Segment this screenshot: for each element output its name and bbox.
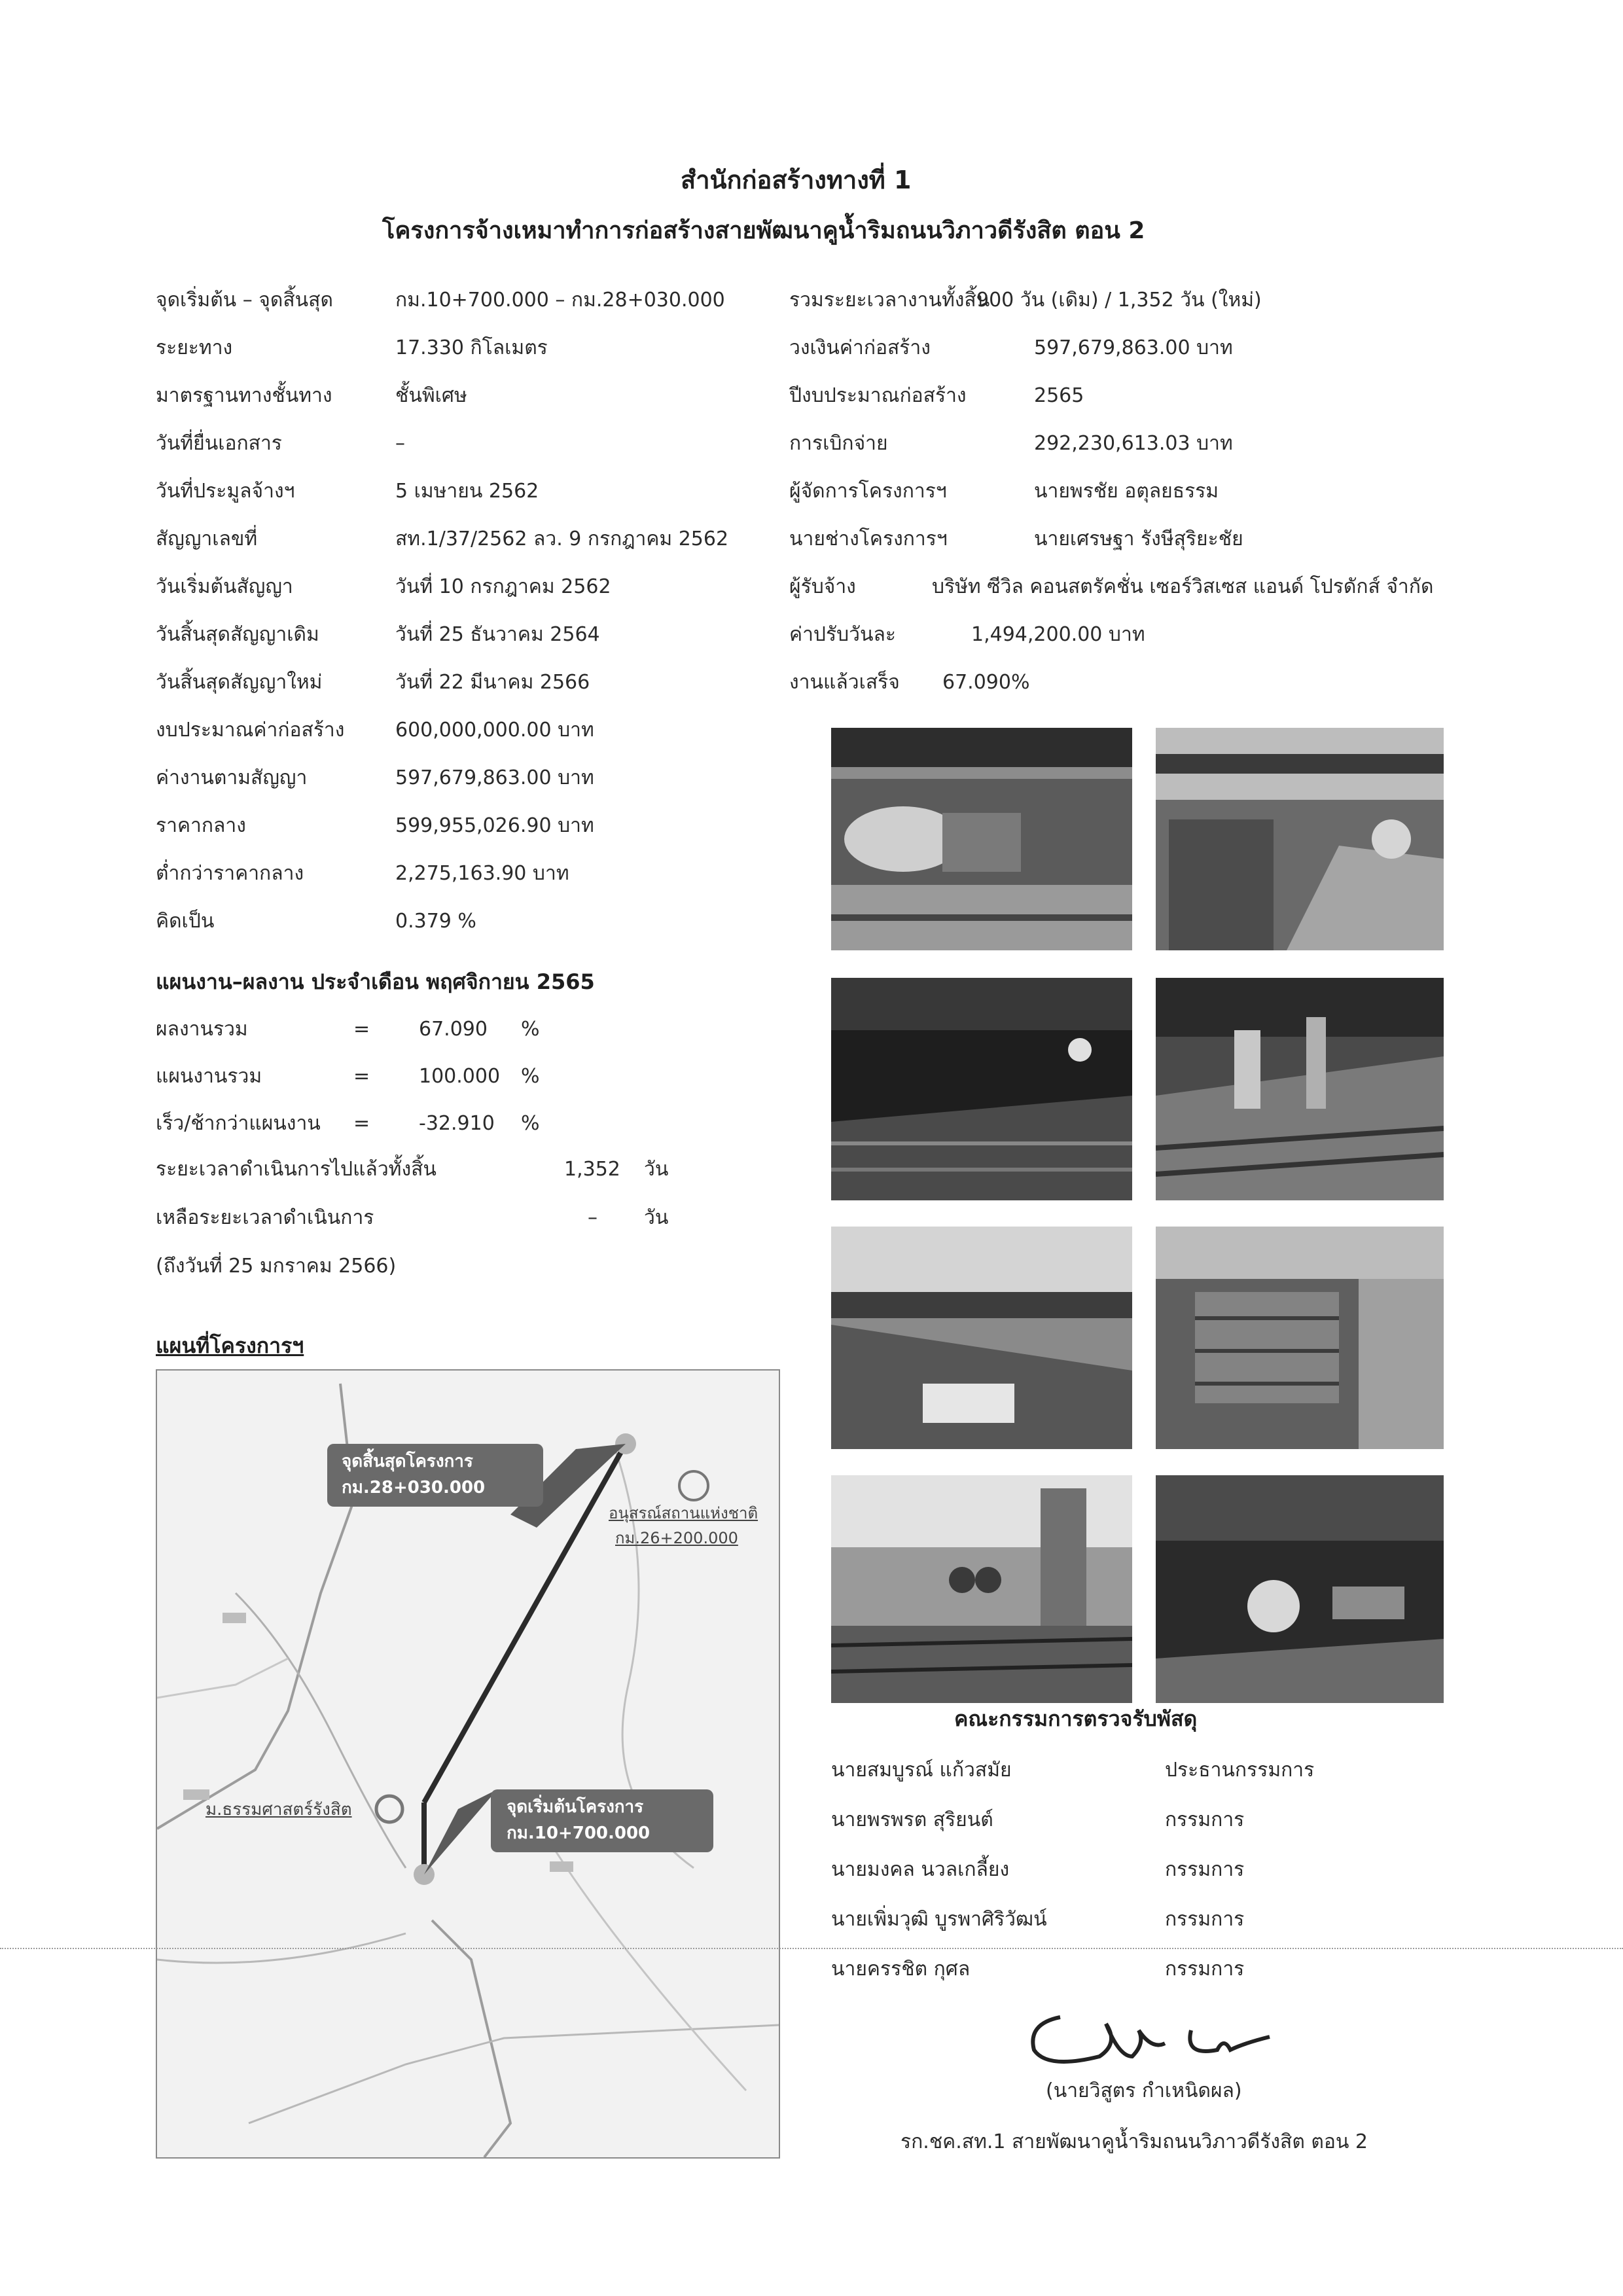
committee-member-name: นายสมบูรณ์ แก้วสมัย [831, 1759, 1012, 1782]
right-info-label: วงเงินค่าก่อสร้าง [789, 336, 931, 359]
remaining-value: – [588, 1206, 597, 1229]
project-title: โครงการจ้างเหมาทำการก่อสร้างสายพัฒนาคูน้ำริมถนนวิภาวดีรังสิต ตอน 2 [382, 217, 1145, 244]
left-info-value: 5 เมษายน 2562 [395, 480, 539, 503]
committee-member-name: นายมงคล นวลเกลี้ยง [831, 1858, 1010, 1881]
left-info-value: 600,000,000.00 บาท [395, 719, 594, 742]
elapsed-label: ระยะเวลาดำเนินการไปแล้วทั้งสิ้น [156, 1158, 437, 1181]
left-info-label: วันสิ้นสุดสัญญาเดิม [156, 623, 319, 646]
committee-member-name: นายพรพรต สุริยนต์ [831, 1808, 993, 1831]
committee-member-name: นายครรชิต กุศล [831, 1958, 971, 1981]
committee-member-name: นายเพิ่มวุฒิ บูรพาศิริวัฒน์ [831, 1908, 1047, 1931]
plan-row-unit: % [521, 1112, 540, 1135]
plan-row-value: -32.910 [419, 1112, 495, 1135]
construction-photo-2 [1156, 728, 1444, 950]
left-info-label: คิดเป็น [156, 910, 215, 933]
committee-member-role: กรรมการ [1165, 1808, 1245, 1831]
left-info-value: สท.1/37/2562 ลว. 9 กรกฎาคม 2562 [395, 528, 729, 550]
committee-heading: คณะกรรมการตรวจรับพัสดุ [954, 1706, 1198, 1731]
map-landmark-top-km: กม.26+200.000 [615, 1529, 738, 1547]
remaining-label: เหลือระยะเวลาดำเนินการ [156, 1206, 374, 1229]
right-info-label: งานแล้วเสร็จ [789, 671, 900, 694]
right-info-label: ผู้รับจ้าง [789, 575, 856, 598]
project-map [156, 1369, 780, 2159]
signer-title: รก.ชค.สท.1 สายพัฒนาคูน้ำริมถนนวิภาวดีรังสิต ตอน 2 [901, 2130, 1368, 2153]
right-info-value: 292,230,613.03 บาท [1034, 432, 1233, 455]
construction-photo-6 [1156, 1227, 1444, 1449]
left-info-value: วันที่ 22 มีนาคม 2566 [395, 671, 590, 694]
right-info-value: 597,679,863.00 บาท [1034, 336, 1233, 359]
construction-photo-3 [831, 978, 1132, 1200]
right-info-value: 2565 [1034, 384, 1084, 407]
remaining-unit: วัน [644, 1206, 669, 1229]
left-info-value: วันที่ 10 กรกฎาคม 2562 [395, 575, 611, 598]
plan-row-unit: % [521, 1065, 540, 1088]
as-of-date: (ถึงวันที่ 25 มกราคม 2566) [156, 1255, 397, 1278]
left-info-label: จุดเริ่มต้น – จุดสิ้นสุด [156, 289, 333, 312]
map-start-km: กม.10+700.000 [507, 1823, 651, 1843]
right-info-value: บริษัท ซีวิล คอนสตรัคชั่น เซอร์วิสเซส แอนด์ โปรดักส์ จำกัด [932, 575, 1434, 598]
right-info-label: การเบิกจ่าย [789, 432, 888, 455]
left-info-value: 0.379 % [395, 910, 476, 933]
map-landmark-bottom: ม.ธรรมศาสตร์รังสิต [205, 1800, 352, 1820]
left-info-label: มาตรฐานทางชั้นทาง [156, 384, 332, 407]
plan-row-value: 67.090 [419, 1018, 488, 1041]
map-end-km: กม.28+030.000 [342, 1478, 486, 1498]
elapsed-unit: วัน [644, 1158, 669, 1181]
construction-photo-7 [831, 1475, 1132, 1703]
committee-member-role: กรรมการ [1165, 1858, 1245, 1881]
left-info-value: 597,679,863.00 บาท [395, 766, 594, 789]
committee-member-role: กรรมการ [1165, 1908, 1245, 1931]
right-info-value: นายเศรษฐา รังษีสุริยะชัย [1034, 528, 1243, 550]
left-info-label: วันที่ยื่นเอกสาร [156, 432, 282, 455]
map-heading: แผนที่โครงการฯ [156, 1333, 304, 1358]
left-info-value: กม.10+700.000 – กม.28+030.000 [395, 289, 725, 312]
construction-photo-1 [831, 728, 1132, 950]
elapsed-value: 1,352 [564, 1158, 620, 1181]
plan-row-equals: = [353, 1018, 370, 1041]
left-info-label: วันสิ้นสุดสัญญาใหม่ [156, 671, 323, 694]
left-info-label: ราคากลาง [156, 814, 246, 837]
map-end-label: จุดสิ้นสุดโครงการ [342, 1452, 473, 1471]
plan-row-label: ผลงานรวม [156, 1018, 248, 1041]
left-info-value: – [395, 432, 405, 455]
plan-row-equals: = [353, 1112, 370, 1135]
map-start-label: จุดเริ่มต้นโครงการ [507, 1797, 644, 1817]
plan-heading: แผนงาน–ผลงาน ประจำเดือน พฤศจิกายน 2565 [156, 969, 595, 994]
right-info-value: 900 วัน (เดิม) / 1,352 วัน (ใหม่) [976, 289, 1262, 312]
committee-member-role: ประธานกรรมการ [1165, 1759, 1315, 1782]
map-landmark-top: อนุสรณ์สถานแห่งชาติ [609, 1504, 758, 1522]
construction-photo-8 [1156, 1475, 1444, 1703]
committee-member-role: กรรมการ [1165, 1958, 1245, 1981]
left-info-value: 17.330 กิโลเมตร [395, 336, 548, 359]
org-title: สำนักก่อสร้างทางที่ 1 [681, 166, 912, 194]
left-info-value: 599,955,026.90 บาท [395, 814, 594, 837]
plan-row-unit: % [521, 1018, 540, 1041]
construction-photo-5 [831, 1227, 1132, 1449]
plan-row-label: แผนงานรวม [156, 1065, 262, 1088]
right-info-label: นายช่างโครงการฯ [789, 528, 948, 550]
left-info-label: ต่ำกว่าราคากลาง [156, 862, 304, 885]
left-info-label: สัญญาเลขที่ [156, 528, 258, 550]
right-info-label: ผู้จัดการโครงการฯ [789, 480, 947, 503]
left-info-value: วันที่ 25 ธันวาคม 2564 [395, 623, 600, 646]
left-info-label: วันเริ่มต้นสัญญา [156, 575, 293, 598]
construction-photo-4 [1156, 978, 1444, 1200]
left-info-value: 2,275,163.90 บาท [395, 862, 569, 885]
left-info-label: ค่างานตามสัญญา [156, 766, 308, 789]
left-info-label: วันที่ประมูลจ้างฯ [156, 480, 295, 503]
signer-name: (นายวิสูตร กำเหนิดผล) [1046, 2079, 1242, 2102]
plan-row-label: เร็ว/ช้ากว่าแผนงาน [156, 1112, 321, 1135]
signature [1008, 2004, 1322, 2076]
right-info-label: ค่าปรับวันละ [789, 623, 896, 646]
plan-row-equals: = [353, 1065, 370, 1088]
left-info-value: ชั้นพิเศษ [395, 384, 467, 407]
left-info-label: งบประมาณค่าก่อสร้าง [156, 719, 345, 742]
right-info-value: 67.090% [942, 671, 1030, 694]
fold-line [0, 1948, 1623, 1949]
right-info-label: ปีงบประมาณก่อสร้าง [789, 384, 967, 407]
left-info-label: ระยะทาง [156, 336, 233, 359]
right-info-label: รวมระยะเวลางานทั้งสิ้น [789, 289, 990, 312]
right-info-value: นายพรชัย อตุลยธรรม [1034, 480, 1219, 503]
plan-row-value: 100.000 [419, 1065, 501, 1088]
right-info-value: 1,494,200.00 บาท [971, 623, 1145, 646]
